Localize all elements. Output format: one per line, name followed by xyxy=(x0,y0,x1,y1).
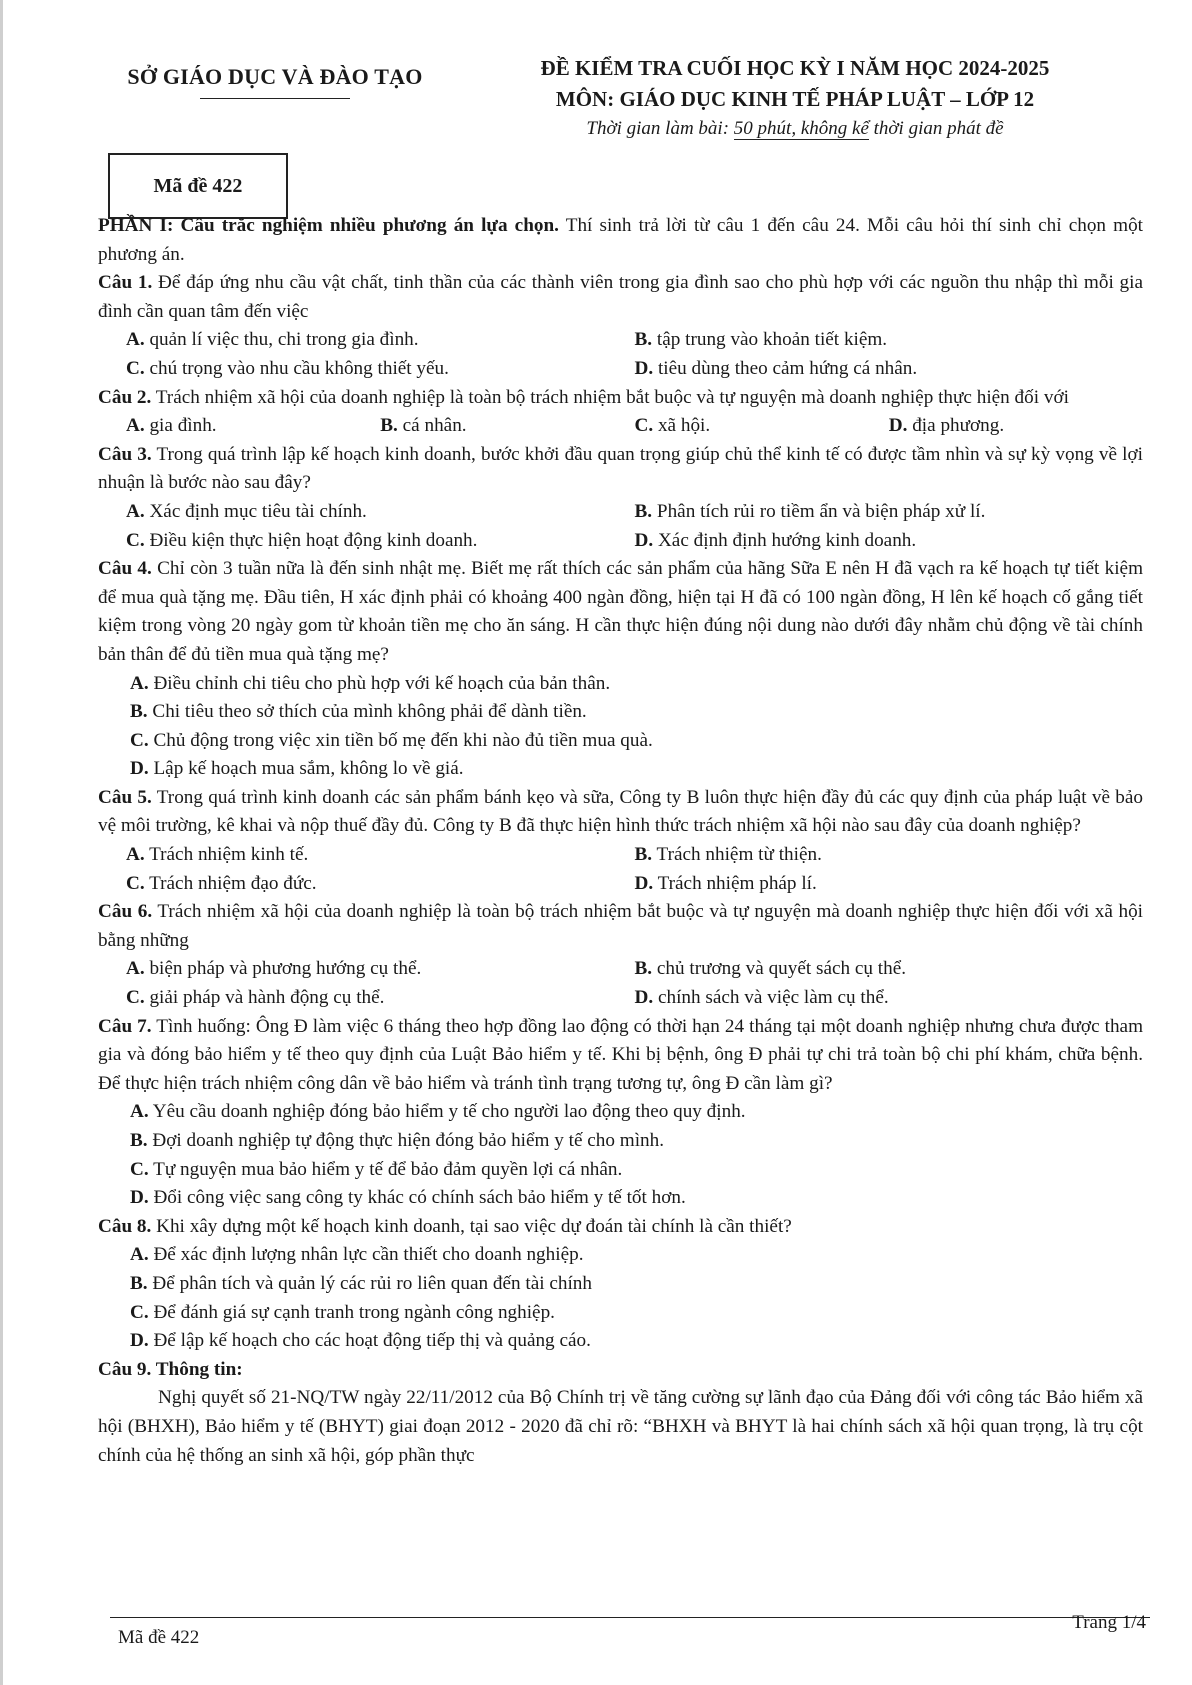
option-d: D. Để lập kế hoạch cho các hoạt động tiếp thị và quảng cáo. xyxy=(130,1330,591,1352)
option-c: C. giải pháp và hành động cụ thể. xyxy=(126,987,385,1009)
footer-exam-code: Mã đề 422 xyxy=(118,1627,200,1648)
question-1-options xyxy=(98,326,1143,383)
footer-rule xyxy=(110,1617,1150,1618)
exam-title: ĐỀ KIỂM TRA CUỐI HỌC KỲ I NĂM HỌC 2024-2025 xyxy=(540,56,1050,80)
option-d: D. địa phương. xyxy=(888,415,1005,437)
option-d: D. Đổi công việc sang công ty khác có chính sách bảo hiểm y tế tốt hơn. xyxy=(130,1187,686,1209)
organization-name: SỞ GIÁO DỤC VÀ ĐÀO TẠO xyxy=(127,64,423,89)
option-c: C. xã hội. xyxy=(634,415,711,437)
exam-body xyxy=(98,212,1143,1470)
question-3-options xyxy=(98,498,1143,555)
option-a: A. Để xác định lượng nhân lực cần thiết cho doanh nghiệp. xyxy=(130,1244,584,1266)
option-c: C. chú trọng vào nhu cầu không thiết yếu. xyxy=(126,357,449,379)
option-c: C. Điều kiện thực hiện hoạt động kinh doanh. xyxy=(126,529,478,551)
question-5: Câu 5. Trong quá trình kinh doanh các sản phẩm bánh kẹo và sữa, Công ty B luôn thực hiện đầy đủ các quy định của pháp luật về bảo vệ môi trường, kê khai và nộp thuế đầy đủ. Công ty B đã thực hiện hình thức trách nhiệm xã hội nào sau đây của doanh nghiệp? xyxy=(98,786,1143,837)
option-b: B. Phân tích rủi ro tiềm ẩn và biện pháp xử lí. xyxy=(634,500,986,522)
question-7: Câu 7. Tình huống: Ông Đ làm việc 6 tháng theo hợp đồng lao động có thời hạn 24 tháng tại một doanh nghiệp nhưng chưa được tham gia và đóng bảo hiểm y tế theo quy định của Luật Bảo hiểm y tế. Khi bị bệnh, ông Đ phải tự chi trả toàn bộ chi phí khám, chữa bệnh. Để thực hiện trách nhiệm công dân về bảo hiểm và tránh tình trạng tương tự, ông Đ cần làm gì? xyxy=(98,1015,1143,1094)
header-left xyxy=(110,64,440,99)
question-2: Câu 2. Trách nhiệm xã hội của doanh nghiệp là toàn bộ trách nhiệm bắt buộc và tự nguyện mà doanh nghiệp thực hiện đối với xyxy=(98,386,1069,408)
option-a: A. Điều chỉnh chi tiêu cho phù hợp với kế hoạch của bản thân. xyxy=(130,672,611,694)
option-d: D. Trách nhiệm pháp lí. xyxy=(634,872,817,894)
question-8: Câu 8. Khi xây dựng một kế hoạch kinh doanh, tại sao việc dự đoán tài chính là cần thiết? xyxy=(98,1215,792,1237)
option-c: C. Tự nguyện mua bảo hiểm y tế để bảo đảm quyền lợi cá nhân. xyxy=(130,1158,623,1180)
option-a: A. quản lí việc thu, chi trong gia đình. xyxy=(126,329,419,351)
time-note: Thời gian làm bài: 50 phút, không kể thời gian phát đề xyxy=(586,118,1004,139)
option-c: C. Trách nhiệm đạo đức. xyxy=(126,872,317,894)
option-b: B. Đợi doanh nghiệp tự động thực hiện đóng bảo hiểm y tế cho mình. xyxy=(130,1130,665,1151)
question-9-info: Nghị quyết số 21-NQ/TW ngày 22/11/2012 của Bộ Chính trị về tăng cường sự lãnh đạo của Đảng đối với công tác Bảo hiểm xã hội (BHXH), Bảo hiểm y tế (BHYT) giai đoạn 2012 - 2020 đã chỉ rõ: “BHXH và BHYT là hai chính sách xã hội quan trọng, là trụ cột chính của hệ thống an sinh xã hội, góp phần thực xyxy=(98,1387,1143,1466)
option-b: B. tập trung vào khoản tiết kiệm. xyxy=(634,329,888,351)
option-b: B. chủ trương và quyết sách cụ thể. xyxy=(634,958,907,980)
option-c: C. Để đánh giá sự cạnh tranh trong ngành công nghiệp. xyxy=(130,1301,555,1323)
option-a: A. gia đình. xyxy=(126,415,217,437)
question-3: Câu 3. Trong quá trình lập kế hoạch kinh doanh, bước khởi đầu quan trọng giúp chủ thể kinh tế có được tầm nhìn và sự kỳ vọng về lợi nhuận là bước nào sau đây? xyxy=(98,443,1143,494)
option-a: A. biện pháp và phương hướng cụ thể. xyxy=(126,958,422,980)
option-b: B. Để phân tích và quản lý các rủi ro liên quan đến tài chính xyxy=(130,1272,592,1294)
option-a: A. Xác định mục tiêu tài chính. xyxy=(126,500,367,522)
option-b: B. Trách nhiệm từ thiện. xyxy=(634,844,822,866)
part1-heading: PHẦN I: Câu trắc nghiệm nhiều phương án lựa chọn. Thí sinh trả lời từ câu 1 đến câu 24. Mỗi câu hỏi thí sinh chỉ chọn một phương án. xyxy=(98,215,1143,265)
question-6: Câu 6. Trách nhiệm xã hội của doanh nghiệp là toàn bộ trách nhiệm bắt buộc và tự nguyện mà doanh nghiệp thực hiện đối với xã hội bằng những xyxy=(98,901,1143,951)
question-1: Câu 1. Để đáp ứng nhu cầu vật chất, tinh thần của các thành viên trong gia đình sao cho phù hợp với các nguồn thu nhập thì mỗi gia đình cần quan tâm đến việc xyxy=(98,272,1143,322)
option-d: D. Xác định định hướng kinh doanh. xyxy=(634,529,917,551)
option-a: A. Trách nhiệm kinh tế. xyxy=(126,844,309,866)
option-c: C. Chủ động trong việc xin tiền bố mẹ đến khi nào đủ tiền mua quà. xyxy=(130,729,653,751)
option-d: D. Lập kế hoạch mua sắm, không lo về giá. xyxy=(130,758,464,780)
header-underline xyxy=(200,98,350,99)
option-d: D. chính sách và việc làm cụ thể. xyxy=(634,987,889,1009)
question-2-options xyxy=(98,412,1143,441)
exam-code-box: Mã đề 422 xyxy=(108,153,288,219)
header-right xyxy=(480,56,1110,140)
option-d: D. tiêu dùng theo cảm hứng cá nhân. xyxy=(634,357,918,379)
question-6-options xyxy=(98,955,1143,1012)
option-b: B. cá nhân. xyxy=(380,415,467,437)
question-4: Câu 4. Chỉ còn 3 tuần nữa là đến sinh nhật mẹ. Biết mẹ rất thích các sản phẩm của hãng Sữa E nên H đã vạch ra kế hoạch tự tiết kiệm để mua quà tặng mẹ. Đầu tiên, H xác định phải có khoảng 400 ngàn đồng, hiện tại H đã có 100 ngàn đồng, H lên kế hoạch cố gắng tiết kiệm trong vòng 20 ngày gom từ khoản tiền mẹ cho ăn sáng. H cần thực hiện đúng nội dung nào dưới đây nhằm chủ động về tài chính bản thân để đủ tiền mua quà tặng mẹ? xyxy=(98,558,1143,665)
footer-page-number: Trang 1/4 xyxy=(1072,1612,1146,1633)
question-5-options xyxy=(98,841,1143,898)
subject-title: MÔN: GIÁO DỤC KINH TẾ PHÁP LUẬT – LỚP 12 xyxy=(555,87,1035,111)
option-b: B. Chi tiêu theo sở thích của mình không phải để dành tiền. xyxy=(130,701,587,723)
scan-edge xyxy=(0,0,3,1685)
question-9-label: Câu 9. Thông tin: xyxy=(98,1358,243,1380)
option-a: A. Yêu cầu doanh nghiệp đóng bảo hiểm y tế cho người lao động theo quy định. xyxy=(130,1101,746,1123)
